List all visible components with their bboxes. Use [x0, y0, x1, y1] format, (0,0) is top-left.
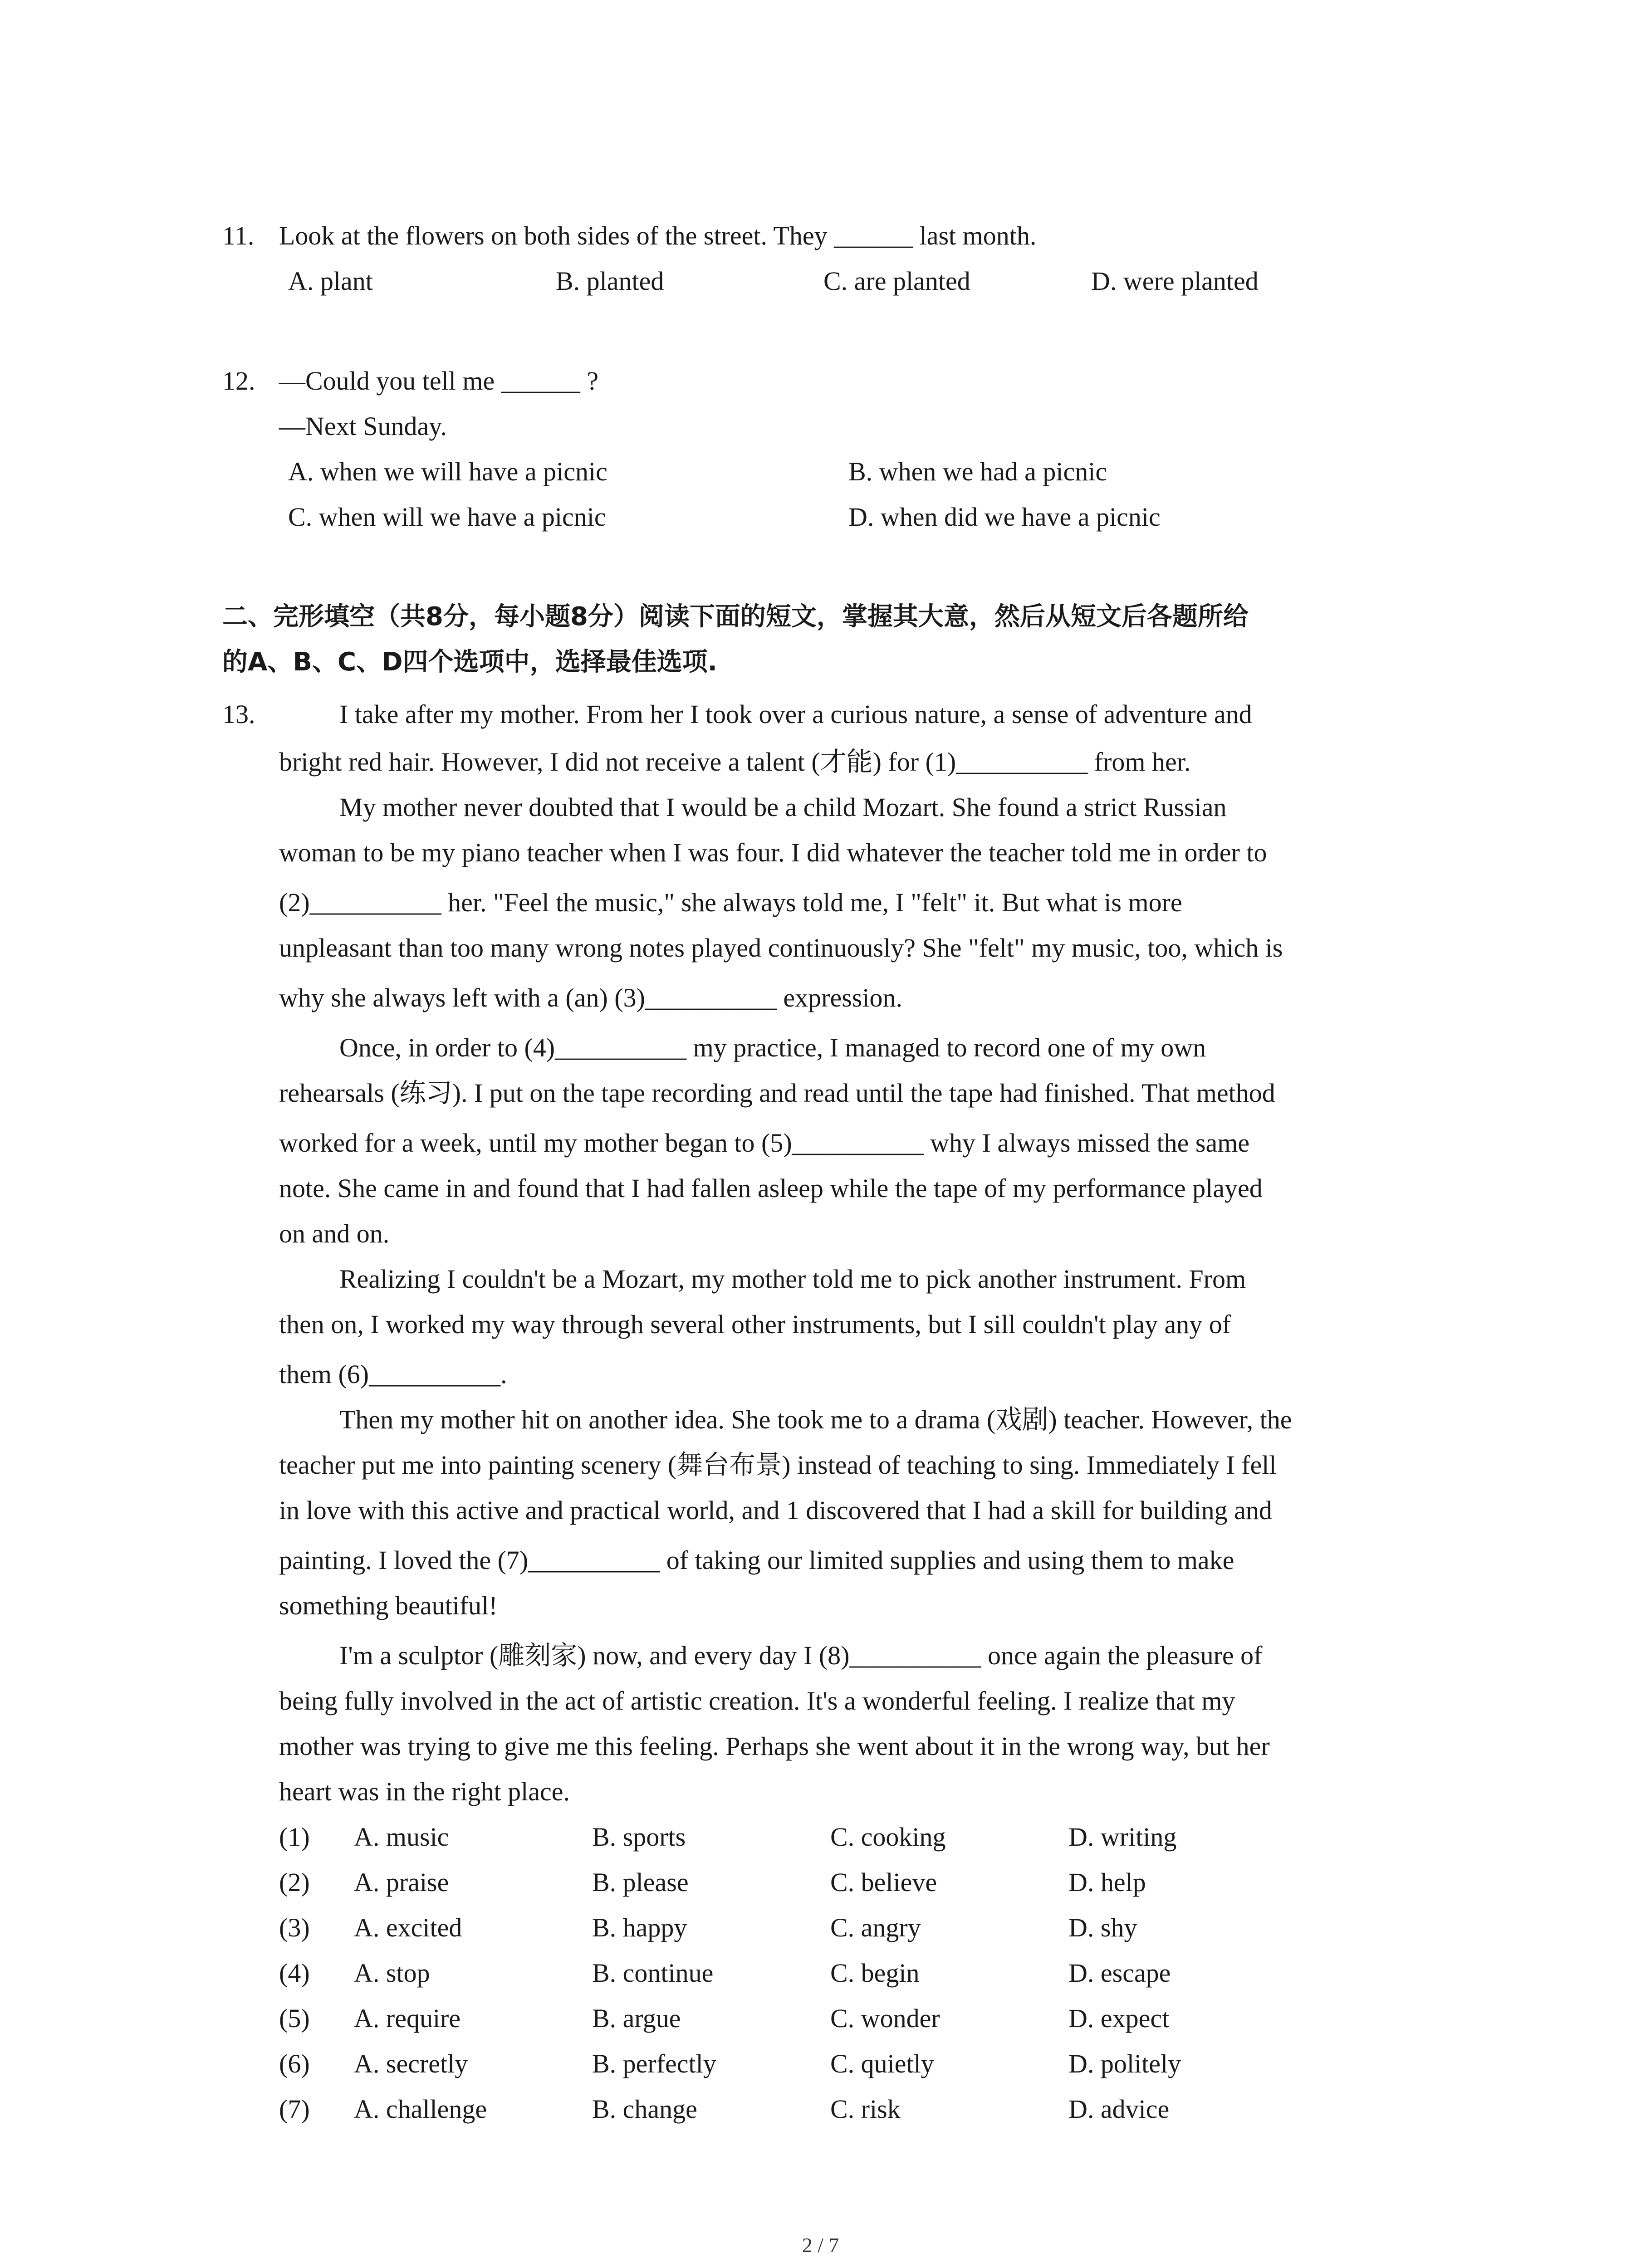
passage-line: Once, in order to (4)__________ my practice, I managed to record one of my own — [339, 1033, 1206, 1062]
passage-line: Then my mother hit on another idea. She took me to a drama (戏剧) teacher. However, the — [339, 1405, 1292, 1434]
choice-number: (6) — [279, 2049, 310, 2078]
choice-number: (2) — [279, 1867, 310, 1897]
passage-line: why she always left with a (an) (3)__________ expression. — [279, 983, 902, 1012]
choice-a: A. praise — [354, 1867, 449, 1897]
choice-c: C. wonder — [830, 2004, 940, 2033]
passage-line: Realizing I couldn't be a Mozart, my mother told me to pick another instrument. From — [339, 1264, 1246, 1294]
choice-number: (1) — [279, 1822, 310, 1852]
question-12 — [222, 358, 1456, 540]
section-heading — [222, 594, 1456, 685]
choice-b: B. sports — [592, 1822, 686, 1852]
option-b: B. planted — [556, 266, 664, 296]
choice-c: C. quietly — [830, 2049, 934, 2078]
option-c: C. when will we have a picnic — [288, 502, 606, 532]
passage-line: note. She came in and found that I had fallen asleep while the tape of my performance played — [279, 1173, 1263, 1203]
passage-line: woman to be my piano teacher when I was four. I did whatever the teacher told me in order to — [279, 838, 1267, 867]
section-heading-line-1: 二、完形填空（共8分，每小题8分）阅读下面的短文，掌握其大意，然后从短文后各题所给 — [222, 602, 1249, 631]
choice-b: B. argue — [592, 2004, 681, 2033]
passage-line: on and on. — [279, 1219, 390, 1248]
choice-d: D. expect — [1068, 2004, 1170, 2033]
passage-line: them (6)__________. — [279, 1359, 507, 1389]
question-number: 12. — [222, 366, 255, 396]
passage-line: I take after my mother. From her I took over a curious nature, a sense of adventure and — [339, 699, 1252, 729]
passage-line: mother was trying to give me this feeling. Perhaps she went about it in the wrong way, but her — [279, 1731, 1270, 1761]
choice-row — [279, 1950, 1504, 1996]
choice-c: C. believe — [830, 1867, 937, 1897]
section-heading-line-2: 的A、B、C、D四个选项中，选择最佳选项. — [222, 647, 717, 677]
passage-line: heart was in the right place. — [279, 1777, 570, 1806]
choice-number: (5) — [279, 2004, 310, 2033]
option-a: A. plant — [288, 266, 373, 296]
choice-row — [279, 1860, 1504, 1905]
question-stem: Look at the flowers on both sides of the street. They ______ last month. — [279, 221, 1037, 250]
question-stem: —Could you tell me ______ ? — [279, 366, 598, 396]
choice-a: A. excited — [354, 1913, 462, 1942]
choice-row — [279, 2087, 1504, 2132]
choice-number: (4) — [279, 1958, 310, 1988]
choice-b: B. please — [592, 1867, 689, 1897]
passage-line: being fully involved in the act of artistic creation. It's a wonderful feeling. I realize that my — [279, 1686, 1235, 1716]
choice-a: A. stop — [354, 1958, 430, 1988]
option-c: C. are planted — [823, 266, 970, 296]
choice-b: B. continue — [592, 1958, 714, 1988]
choice-c: C. risk — [830, 2094, 901, 2124]
choice-c: C. cooking — [830, 1822, 946, 1852]
choice-number: (3) — [279, 1913, 310, 1942]
choice-a: A. require — [354, 2004, 461, 2033]
choice-row — [279, 1905, 1504, 1950]
passage-line: (2)__________ her. "Feel the music," she always told me, I "felt" it. But what is more — [279, 888, 1182, 917]
passage-line: unpleasant than too many wrong notes played continuously? She "felt" my music, too, which is — [279, 933, 1283, 963]
choice-c: C. begin — [830, 1958, 920, 1988]
choice-d: D. writing — [1068, 1822, 1177, 1852]
choice-row — [279, 1996, 1504, 2041]
choice-b: B. happy — [592, 1913, 687, 1942]
choice-a: A. secretly — [354, 2049, 468, 2078]
choice-b: B. change — [592, 2094, 697, 2124]
passage-line: bright red hair. However, I did not receive a talent (才能) for (1)__________ from her. — [279, 747, 1191, 777]
question-number: 13. — [222, 699, 255, 729]
choice-number: (7) — [279, 2094, 310, 2124]
page-number: 2 / 7 — [802, 2234, 839, 2257]
passage-line: worked for a week, until my mother began to (5)__________ why I always missed the same — [279, 1128, 1250, 1158]
option-d: D. were planted — [1091, 266, 1259, 296]
option-a: A. when we will have a picnic — [288, 457, 607, 486]
choice-d: D. advice — [1068, 2094, 1170, 2124]
passage-line: I'm a sculptor (雕刻家) now, and every day I (8)__________ once again the pleasure of — [339, 1641, 1263, 1670]
choice-d: D. shy — [1068, 1913, 1137, 1942]
answer-line: —Next Sunday. — [279, 411, 447, 441]
choice-a: A. challenge — [354, 2094, 487, 2124]
passage-line: rehearsals (练习). I put on the tape recording and read until the tape had finished. That method — [279, 1078, 1275, 1108]
passage-line: My mother never doubted that I would be a child Mozart. She found a strict Russian — [339, 792, 1227, 822]
passage-line: something beautiful! — [279, 1591, 498, 1620]
passage-line: painting. I loved the (7)__________ of taking our limited supplies and using them to make — [279, 1545, 1234, 1575]
passage-line: in love with this active and practical world, and 1 discovered that I had a skill for building and — [279, 1496, 1272, 1525]
choice-row — [279, 1814, 1504, 1860]
choice-table — [222, 1814, 1456, 2141]
choice-d: D. escape — [1068, 1958, 1171, 1988]
choice-c: C. angry — [830, 1913, 921, 1942]
choice-a: A. music — [354, 1822, 449, 1852]
choice-b: B. perfectly — [592, 2049, 716, 2078]
cloze-passage — [222, 692, 1456, 1826]
option-d: D. when did we have a picnic — [848, 502, 1161, 532]
question-11 — [222, 213, 1456, 304]
choice-d: D. politely — [1068, 2049, 1181, 2078]
passage-line: then on, I worked my way through several other instruments, but I sill couldn't play any of — [279, 1310, 1231, 1339]
option-b: B. when we had a picnic — [848, 457, 1107, 486]
choice-d: D. help — [1068, 1867, 1146, 1897]
choice-row — [279, 2041, 1504, 2087]
passage-line: teacher put me into painting scenery (舞台布景) instead of teaching to sing. Immediately I fell — [279, 1450, 1277, 1480]
question-number: 11. — [222, 221, 255, 250]
